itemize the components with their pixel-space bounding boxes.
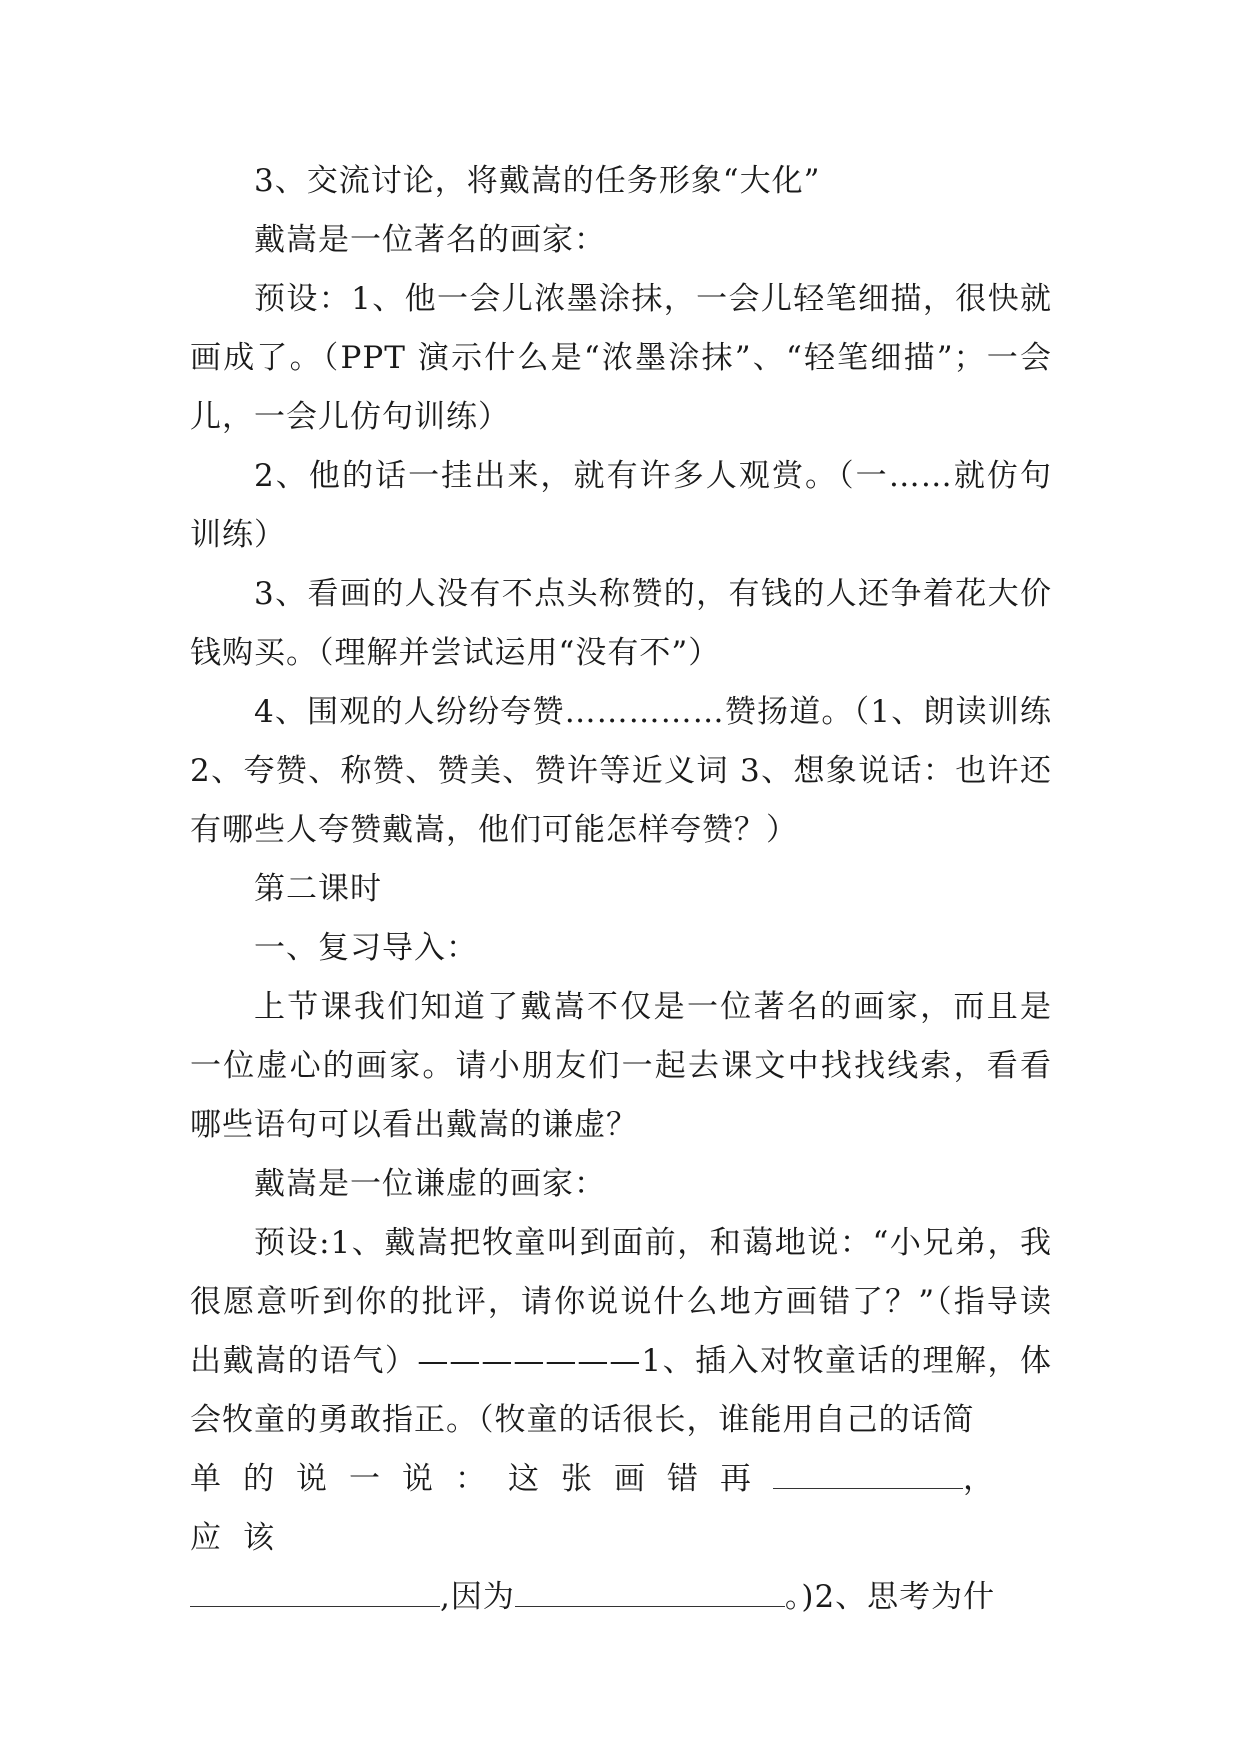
paragraph-2: 戴嵩是一位著名的画家： (254, 222, 606, 258)
fill-in-text-4: 。)2、思考为什 (784, 1579, 996, 1615)
document-page (190, 152, 1052, 1627)
paragraph-3: 预设：1、他一会儿浓墨涂抹，一会儿轻笔细描，很快就画成了。（PPT 演示什么是“浓墨涂抹”、“轻笔细描”；一会儿，一会儿仿句训练） (190, 281, 1052, 435)
fill-in-blank-2 (190, 1570, 440, 1607)
paragraph-7: 第二课时 (254, 871, 382, 907)
fill-in-blank-3 (515, 1570, 785, 1607)
paragraph-4: 2、他的话一挂出来，就有许多人观赏。（一……就仿句训练） (190, 458, 1052, 553)
fill-in-blank-1 (773, 1452, 963, 1489)
paragraph-11: 预设:1、戴嵩把牧童叫到面前，和蔼地说：“小兄弟，我很愿意听到你的批评，请你说说什么地方画错了？”（指导读出戴嵩的语气）———————1、插入对牧童话的理解，体会牧童的勇敢指正。（牧童的话很长，谁能用自己的话简 (190, 1225, 1052, 1438)
fill-in-text-3: ,因为 (440, 1579, 515, 1615)
paragraph-1: 3、交流讨论，将戴嵩的任务形象“大化” (254, 163, 821, 199)
paragraph-10: 戴嵩是一位谦虚的画家： (254, 1166, 606, 1202)
paragraph-9: 上节课我们知道了戴嵩不仅是一位著名的画家，而且是一位虚心的画家。请小朋友们一起去课文中找找线索，看看哪些语句可以看出戴嵩的谦虚？ (190, 989, 1052, 1143)
paragraph-6: 4、围观的人纷纷夸赞……………赞扬道。（1、朗读训练 2、夸赞、称赞、赞美、赞许等近义词 3、想象说话：也许还有哪些人夸赞戴嵩，他们可能怎样夸赞？） (190, 694, 1052, 848)
fill-in-text-2: ，应该 (190, 1461, 1016, 1556)
paragraph-5: 3、看画的人没有不点头称赞的，有钱的人还争着花大价钱购买。（理解并尝试运用“没有不”） (190, 576, 1052, 671)
paragraph-8: 一、复习导入： (254, 930, 478, 966)
fill-in-text-1: 单的说一说：这张画错再 (190, 1461, 773, 1497)
fill-in-line-1 (190, 1450, 1052, 1568)
fill-in-line-2 (190, 1568, 1052, 1627)
